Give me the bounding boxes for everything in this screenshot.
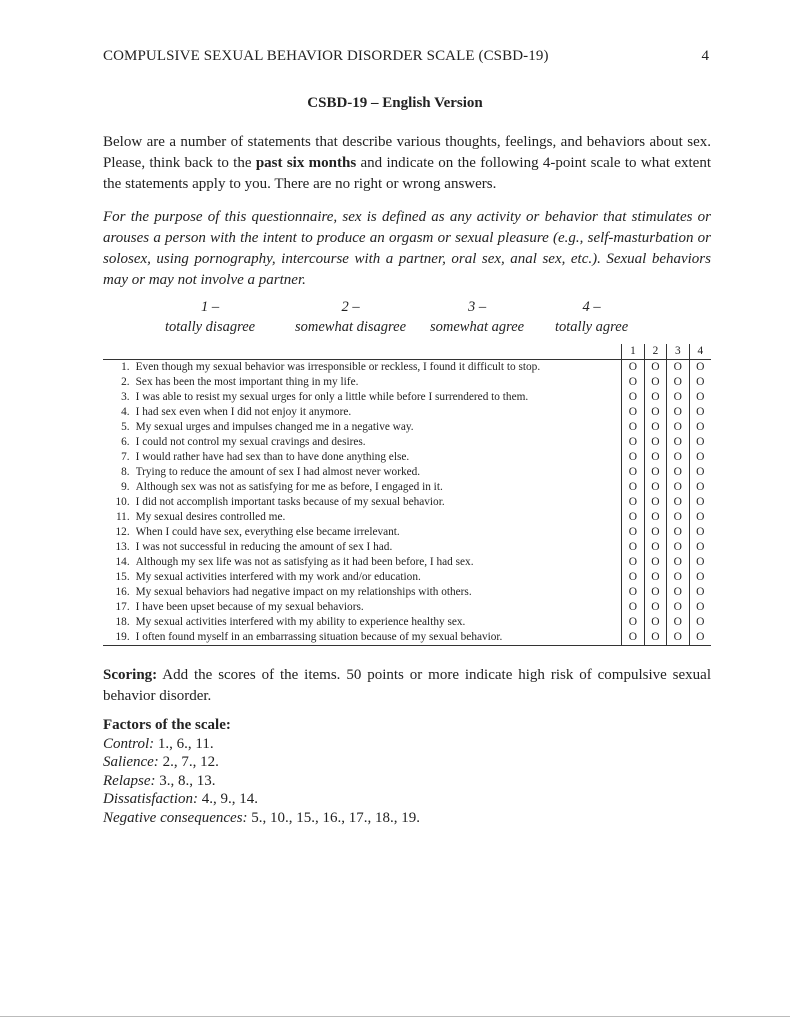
- instructions-paragraph: [103, 132, 711, 195]
- item-number: 5.: [121, 421, 130, 433]
- response-option-cell: [689, 480, 711, 495]
- factor-label: Relapse:: [103, 772, 156, 789]
- response-option-cell: [689, 435, 711, 450]
- response-option-3[interactable]: O: [673, 436, 682, 448]
- scale-option-4: [555, 297, 628, 337]
- item-number: 16.: [115, 586, 130, 598]
- response-scale-legend: [165, 297, 655, 337]
- item-number: 11.: [115, 511, 130, 523]
- instructions-emphasis: past six months: [255, 155, 357, 171]
- item-statement: Sex has been the most important thing in my life.: [135, 376, 359, 388]
- response-option-cell: [689, 630, 711, 646]
- item-statement: I did not accomplish important tasks because of my sexual behavior.: [135, 496, 445, 508]
- response-option-cell: [644, 375, 666, 390]
- item-number: 10.: [115, 496, 130, 508]
- response-option-cell: [689, 600, 711, 615]
- response-option-cell: [689, 420, 711, 435]
- response-option-3[interactable]: O: [673, 466, 682, 478]
- scoring-label: Scoring:: [103, 667, 158, 683]
- response-option-3[interactable]: O: [673, 571, 682, 583]
- response-option-cell: [644, 510, 666, 525]
- response-option-2[interactable]: O: [651, 361, 660, 373]
- response-option-cell: [667, 585, 689, 600]
- response-option-3[interactable]: O: [673, 601, 682, 613]
- response-option-cell: [644, 525, 666, 540]
- factor-label: Control:: [103, 735, 155, 752]
- response-option-cell: [622, 600, 644, 615]
- table-row: [103, 360, 711, 376]
- response-option-cell: [667, 630, 689, 646]
- item-number: 3.: [121, 391, 130, 403]
- item-statement: Although my sex life was not as satisfying as it had been before, I had sex.: [135, 556, 474, 568]
- page-title: CSBD-19 – English Version: [307, 95, 483, 111]
- table-row: [103, 390, 711, 405]
- response-option-cell: [689, 615, 711, 630]
- response-option-1[interactable]: O: [628, 481, 638, 493]
- response-option-cell: [689, 510, 711, 525]
- item-statement: I would rather have had sex than to have done anything else.: [135, 451, 410, 463]
- response-option-cell: [622, 540, 644, 555]
- response-option-2[interactable]: O: [651, 601, 660, 613]
- response-option-1[interactable]: O: [628, 511, 638, 523]
- response-option-cell: [667, 480, 689, 495]
- response-option-cell: [622, 360, 644, 376]
- item-number: 13.: [115, 541, 130, 553]
- table-row: [103, 465, 711, 480]
- scale-option-label: totally agree: [555, 319, 629, 335]
- response-option-3[interactable]: O: [673, 526, 682, 538]
- response-option-cell: [667, 600, 689, 615]
- factor-label: Negative consequences:: [103, 809, 248, 826]
- item-statement: Although sex was not as satisfying for me as before, I engaged in it.: [135, 481, 443, 493]
- table-row: [103, 450, 711, 465]
- response-option-cell: [667, 450, 689, 465]
- response-option-cell: [622, 375, 644, 390]
- scale-option-3: [430, 297, 524, 337]
- factor-label: Dissatisfaction:: [103, 791, 199, 807]
- response-option-cell: [622, 480, 644, 495]
- header-number-cell: [103, 344, 136, 360]
- scale-option-number: 4 –: [582, 299, 601, 315]
- response-option-cell: [644, 495, 666, 510]
- item-number: 14.: [115, 556, 130, 568]
- table-row: [103, 600, 711, 615]
- response-option-4[interactable]: O: [696, 511, 705, 523]
- scale-option-number: 3 –: [467, 299, 487, 315]
- response-option-4[interactable]: O: [696, 481, 705, 493]
- response-option-4[interactable]: O: [696, 361, 705, 373]
- item-statement: I was able to resist my sexual urges for only a little while before I surrendered to them.: [135, 391, 529, 403]
- table-row: [103, 570, 711, 585]
- header-statement-cell: [136, 344, 622, 360]
- item-number: 9.: [121, 481, 130, 493]
- response-option-1[interactable]: O: [628, 421, 638, 433]
- table-row: [103, 435, 711, 450]
- item-number: 6.: [121, 436, 130, 448]
- response-option-4[interactable]: O: [696, 586, 705, 598]
- response-option-cell: [622, 510, 644, 525]
- response-option-cell: [622, 465, 644, 480]
- response-option-2[interactable]: O: [651, 586, 660, 598]
- item-statement: Trying to reduce the amount of sex I had almost never worked.: [135, 466, 421, 478]
- response-option-cell: [667, 525, 689, 540]
- factor-row: [103, 772, 711, 791]
- response-option-cell: [644, 435, 666, 450]
- factor-items: 4., 9., 14.: [198, 791, 259, 807]
- item-statement: I could not control my sexual cravings and desires.: [135, 436, 366, 448]
- scale-option-label: totally disagree: [165, 319, 256, 335]
- response-option-cell: [667, 540, 689, 555]
- factor-items: 5., 10., 15., 16., 17., 18., 19.: [247, 809, 421, 826]
- table-row: [103, 480, 711, 495]
- response-option-cell: [622, 615, 644, 630]
- response-option-1[interactable]: O: [628, 616, 638, 628]
- response-option-3[interactable]: O: [673, 496, 682, 508]
- factor-items: 1., 6., 11.: [154, 735, 214, 752]
- response-option-3[interactable]: O: [673, 631, 682, 643]
- scoring-text: Add the scores of the items. 50 points or more indicate high risk of compulsive sexual behavior disorder.: [103, 667, 711, 704]
- response-option-cell: [689, 405, 711, 420]
- item-number: 17.: [115, 601, 130, 613]
- response-option-2[interactable]: O: [651, 526, 660, 538]
- item-statement: My sexual desires controlled me.: [135, 511, 286, 523]
- scale-option-1: [165, 297, 255, 337]
- response-option-1[interactable]: O: [628, 586, 638, 598]
- response-option-2[interactable]: O: [651, 406, 660, 418]
- response-option-1[interactable]: O: [628, 526, 638, 538]
- response-option-cell: [689, 390, 711, 405]
- response-option-cell: [644, 585, 666, 600]
- response-option-1[interactable]: O: [628, 631, 638, 643]
- response-option-1[interactable]: O: [628, 436, 638, 448]
- response-option-3[interactable]: O: [673, 541, 682, 553]
- response-option-3[interactable]: O: [673, 391, 682, 403]
- response-option-cell: [644, 555, 666, 570]
- response-option-cell: [689, 450, 711, 465]
- column-header-1: 1: [622, 344, 644, 360]
- response-option-4[interactable]: O: [696, 406, 705, 418]
- factor-row: [103, 735, 711, 754]
- response-option-cell: [667, 495, 689, 510]
- response-option-cell: [689, 525, 711, 540]
- item-number: 4.: [121, 406, 130, 418]
- response-option-cell: [667, 555, 689, 570]
- response-option-3[interactable]: O: [673, 556, 682, 568]
- response-option-cell: [667, 390, 689, 405]
- response-option-4[interactable]: O: [696, 556, 705, 568]
- response-option-3[interactable]: O: [673, 361, 682, 373]
- table-row: [103, 420, 711, 435]
- scale-option-2: [295, 297, 406, 337]
- response-option-1[interactable]: O: [628, 451, 638, 463]
- response-option-3[interactable]: O: [673, 451, 682, 463]
- response-option-cell: [622, 435, 644, 450]
- response-option-cell: [689, 555, 711, 570]
- response-option-4[interactable]: O: [696, 601, 705, 613]
- response-option-cell: [622, 420, 644, 435]
- page-number: 4: [701, 48, 709, 64]
- scale-option-label: somewhat disagree: [295, 319, 407, 335]
- response-option-1[interactable]: O: [628, 601, 638, 613]
- header-title: COMPULSIVE SEXUAL BEHAVIOR DISORDER SCALE (CSBD-19): [103, 48, 549, 64]
- questionnaire-table: [103, 344, 711, 646]
- factor-row: [103, 809, 711, 828]
- table-row: [103, 615, 711, 630]
- response-option-cell: [667, 510, 689, 525]
- response-option-cell: [644, 480, 666, 495]
- response-option-cell: [644, 615, 666, 630]
- response-option-2[interactable]: O: [651, 421, 660, 433]
- table-row: [103, 630, 711, 646]
- response-option-4[interactable]: O: [696, 391, 705, 403]
- response-option-cell: [667, 435, 689, 450]
- response-option-2[interactable]: O: [651, 556, 660, 568]
- item-statement: I often found myself in an embarrassing situation because of my sexual behavior.: [136, 630, 622, 646]
- item-statement: When I could have sex, everything else became irrelevant.: [135, 526, 400, 538]
- scale-option-number: 2 –: [341, 299, 360, 315]
- factor-items: 2., 7., 12.: [158, 754, 219, 770]
- response-option-4[interactable]: O: [696, 436, 705, 448]
- table-row: [103, 405, 711, 420]
- response-option-4[interactable]: O: [696, 541, 705, 553]
- response-option-2[interactable]: O: [651, 391, 660, 403]
- response-option-cell: [622, 450, 644, 465]
- response-option-cell: [689, 375, 711, 390]
- response-option-cell: [667, 420, 689, 435]
- response-option-2[interactable]: O: [651, 511, 660, 523]
- column-header-3: 3: [667, 344, 689, 360]
- response-option-4[interactable]: O: [696, 496, 705, 508]
- response-option-cell: [689, 570, 711, 585]
- response-option-2[interactable]: O: [651, 451, 660, 463]
- response-option-cell: [667, 615, 689, 630]
- response-option-cell: [622, 525, 644, 540]
- response-option-3[interactable]: O: [673, 481, 682, 493]
- response-option-cell: [644, 360, 666, 376]
- response-option-3[interactable]: O: [673, 376, 682, 388]
- factor-label: Salience:: [103, 754, 159, 770]
- response-option-cell: [644, 390, 666, 405]
- response-option-cell: [644, 570, 666, 585]
- instructions-text-1: Below are a number of statements that describe various thoughts, feelings, and behaviors about sex. Please, think back to the: [103, 134, 711, 171]
- response-option-3[interactable]: O: [673, 406, 682, 418]
- response-option-cell: [622, 555, 644, 570]
- response-option-2[interactable]: O: [651, 571, 660, 583]
- item-statement: My sexual behaviors had negative impact on my relationships with others.: [135, 586, 472, 598]
- response-option-cell: [622, 390, 644, 405]
- response-option-1[interactable]: O: [628, 571, 638, 583]
- response-option-4[interactable]: O: [696, 616, 705, 628]
- response-option-1[interactable]: O: [628, 556, 638, 568]
- response-option-cell: [644, 600, 666, 615]
- response-option-1[interactable]: O: [628, 466, 638, 478]
- factors-heading: Factors of the scale:: [103, 717, 231, 733]
- response-option-2[interactable]: O: [651, 541, 660, 553]
- table-row: [103, 585, 711, 600]
- response-option-4[interactable]: O: [696, 526, 705, 538]
- table-row: [103, 525, 711, 540]
- item-number: 15.: [115, 571, 130, 583]
- response-option-cell: [689, 540, 711, 555]
- response-option-3[interactable]: O: [673, 421, 682, 433]
- item-number: 12.: [115, 526, 130, 538]
- item-statement: I was not successful in reducing the amount of sex I had.: [135, 541, 393, 553]
- scale-option-label: somewhat agree: [430, 319, 525, 335]
- item-number: 18.: [115, 616, 130, 628]
- response-option-1[interactable]: O: [628, 391, 638, 403]
- table-row: [103, 555, 711, 570]
- item-statement: My sexual activities interfered with my ability to experience healthy sex.: [135, 616, 466, 628]
- response-option-cell: [667, 570, 689, 585]
- response-option-1[interactable]: O: [628, 496, 638, 508]
- response-option-1[interactable]: O: [628, 541, 638, 553]
- item-number: 1.: [121, 361, 130, 373]
- table-row: [103, 510, 711, 525]
- scale-option-number: 1 –: [200, 299, 220, 315]
- factor-row: [103, 753, 711, 772]
- item-statement: My sexual urges and impulses changed me in a negative way.: [135, 421, 414, 433]
- item-statement: I have been upset because of my sexual behaviors.: [135, 601, 364, 613]
- response-option-cell: [667, 465, 689, 480]
- response-option-2[interactable]: O: [651, 481, 660, 493]
- response-option-3[interactable]: O: [673, 616, 682, 628]
- response-option-cell: [622, 495, 644, 510]
- response-option-2[interactable]: O: [651, 466, 660, 478]
- item-number: 2.: [121, 376, 130, 388]
- response-option-1[interactable]: O: [628, 376, 638, 388]
- table-row: [103, 540, 711, 555]
- item-statement: I had sex even when I did not enjoy it anymore.: [135, 406, 352, 418]
- response-option-4[interactable]: O: [696, 421, 705, 433]
- response-option-2[interactable]: O: [651, 631, 660, 643]
- response-option-cell: [644, 630, 666, 646]
- factor-row: [103, 790, 711, 809]
- response-option-2[interactable]: O: [651, 616, 660, 628]
- response-option-1[interactable]: O: [628, 406, 638, 418]
- response-option-cell: [622, 570, 644, 585]
- item-number: 19.: [103, 630, 136, 646]
- response-option-cell: [644, 420, 666, 435]
- response-option-cell: [689, 360, 711, 376]
- table-row: [103, 375, 711, 390]
- factor-items: 3., 8., 13.: [155, 772, 216, 789]
- response-option-4[interactable]: O: [696, 466, 705, 478]
- response-option-4[interactable]: O: [696, 571, 705, 583]
- response-option-cell: [622, 405, 644, 420]
- factors-list: [103, 735, 711, 828]
- response-option-cell: [644, 405, 666, 420]
- response-option-cell: [644, 540, 666, 555]
- column-header-2: 2: [644, 344, 666, 360]
- page-bottom-edge: [0, 1016, 790, 1017]
- factors-section: [103, 716, 711, 827]
- item-number: 7.: [121, 451, 130, 463]
- response-option-2[interactable]: O: [651, 496, 660, 508]
- page-header: [103, 48, 713, 68]
- response-option-cell: [689, 585, 711, 600]
- response-option-cell: [667, 360, 689, 376]
- table-row: [103, 495, 711, 510]
- instructions-text-2: and indicate on the following 4-point scale to what extent the statements apply to you. There are no right or wrong answers.: [103, 155, 711, 192]
- item-number: 8.: [121, 466, 130, 478]
- column-header-4: 4: [689, 344, 711, 360]
- response-option-2[interactable]: O: [651, 376, 660, 388]
- response-option-4[interactable]: O: [696, 631, 705, 643]
- response-option-cell: [622, 630, 644, 646]
- response-option-cell: [644, 465, 666, 480]
- response-option-3[interactable]: O: [673, 586, 682, 598]
- response-option-cell: [622, 585, 644, 600]
- response-option-4[interactable]: O: [696, 376, 705, 388]
- response-option-1[interactable]: O: [628, 361, 638, 373]
- response-option-cell: [667, 405, 689, 420]
- sex-definition-paragraph: For the purpose of this questionnaire, sex is defined as any activity or behavior that stimulates or arouses a person with the intent to produce an orgasm or sexual pleasure (e.g., self-masturbation or solosex, using pornography, intercourse with a partner, oral sex, anal sex, etc.). Sexual behaviors may or may not involve a partner.: [103, 209, 711, 288]
- response-option-cell: [689, 465, 711, 480]
- questionnaire-items: [103, 360, 711, 646]
- response-option-4[interactable]: O: [696, 451, 705, 463]
- response-option-cell: [644, 450, 666, 465]
- response-option-cell: [689, 495, 711, 510]
- response-option-2[interactable]: O: [651, 436, 660, 448]
- scoring-paragraph: [103, 665, 711, 707]
- item-statement: Even though my sexual behavior was irresponsible or reckless, I found it difficult to stop.: [135, 361, 541, 373]
- item-statement: My sexual activities interfered with my work and/or education.: [135, 571, 421, 583]
- response-option-cell: [667, 375, 689, 390]
- response-option-3[interactable]: O: [673, 511, 682, 523]
- table-header-row: [103, 344, 711, 360]
